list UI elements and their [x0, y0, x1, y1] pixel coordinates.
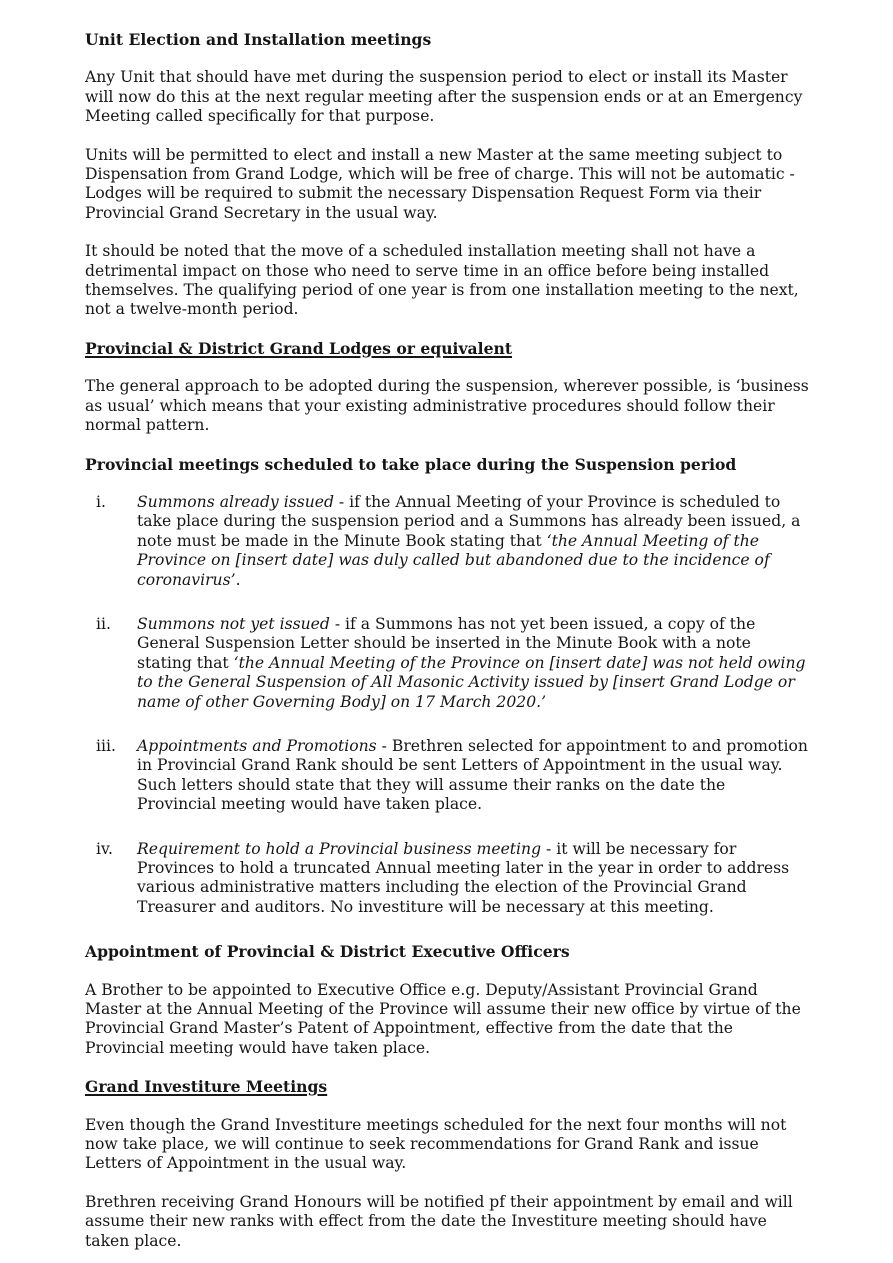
section-heading-unit-election: Unit Election and Installation meetings	[85, 30, 432, 49]
list-item-text	[137, 840, 809, 918]
run: .	[235, 570, 241, 589]
run-italic: Appointments and Promotions	[137, 736, 377, 755]
paragraph: A Brother to be appointed to Executive Office e.g. Deputy/Assistant Provincial Grand Master at the Annual Meeting of the Province will assume their new office by virtue of the Provincial Grand Master’s Patent of Appointment, effective from the date that the Provincial meeting would have taken place.	[85, 980, 801, 1057]
paragraph: Brethren receiving Grand Honours will be notified pf their appointment by email and will assume their new ranks with effect from the date the Investiture meeting should have taken place.	[85, 1192, 793, 1250]
section-heading-provincial-district	[85, 339, 809, 358]
heading-text: Provincial & District Grand Lodges or equivalent	[85, 338, 513, 358]
paragraph: Even though the Grand Investiture meetings scheduled for the next four months will not now take place, we will continue to seek recommendations for Grand Rank and issue Letters of Appointment in the usual way.	[85, 1115, 787, 1173]
list-item	[85, 737, 809, 815]
heading-text: Grand Investiture Meetings	[85, 1077, 328, 1097]
run-italic: Summons not yet issued	[137, 614, 330, 633]
run: - it will be necessary for Provinces to hold a truncated Annual meeting later in the year in order to address various administrative matters including the election of the Provincial Grand Treasurer and auditors. No investiture will be necessary at this meeting.	[137, 839, 790, 916]
list-item-text	[137, 737, 809, 815]
list-marker: i.	[96, 492, 106, 511]
run-italic: ‘the Annual Meeting of the Province on [insert date] was duly called but abandoned due to the incidence of coronavirus’	[137, 531, 770, 589]
run: - Brethren selected for appointment to and promotion in Provincial Grand Rank should be sent Letters of Appointment in the usual way. Such letters should state that they will assume their ranks on the date the Provincial meeting would have taken place.	[137, 736, 808, 814]
list-item-text	[137, 493, 809, 590]
document-content	[85, 30, 809, 1251]
section-heading-provincial-meetings: Provincial meetings scheduled to take place during the Suspension period	[85, 454, 737, 474]
run: - if a Summons has not yet been issued, a copy of the General Suspension Letter should be inserted in the Minute Book with a note stating that	[137, 614, 756, 672]
run-italic: ‘the Annual Meeting of the Province on [insert date] was not held owing to the General Suspension of All Masonic Activity issued by [insert Grand Lodge or name of other Governing Body] on 17 March 2020.’	[137, 653, 806, 711]
list-item	[85, 840, 809, 918]
list-item	[85, 493, 809, 590]
paragraph: The general approach to be adopted during the suspension, wherever possible, is ‘business as usual’ which means that your existing administrative procedures should follow their normal pattern.	[85, 377, 809, 435]
paragraph: Any Unit that should have met during the suspension period to elect or install its Master will now do this at the next regular meeting after the suspension ends or at an Emergency Meeting called specifically for that purpose.	[85, 68, 803, 126]
section-heading-grand-investiture	[85, 1077, 809, 1096]
list-item-text	[137, 615, 809, 712]
list-marker: iii.	[96, 736, 116, 755]
run-italic: Summons already issued	[137, 492, 334, 511]
paragraph: Units will be permitted to elect and install a new Master at the same meeting subject to Dispensation from Grand Lodge, which will be free of charge. This will not be automatic - Lodges will be required to submit the necessary Dispensation Request Form via their Provincial Grand Secretary in the usual way.	[85, 145, 795, 222]
run-italic: Requirement to hold a Provincial business meeting	[137, 839, 542, 858]
list-marker: iv.	[96, 839, 113, 858]
list-item	[85, 615, 809, 712]
run: - if the Annual Meeting of your Province is scheduled to take place during the suspension period and a Summons has already been issued, a note must be made in the Minute Book stating that	[137, 492, 801, 550]
paragraph: It should be noted that the move of a scheduled installation meeting shall not have a detrimental impact on those who need to serve time in an office before being installed themselves. The qualifying period of one year is from one installation meeting to the next, not a twelve-month period.	[85, 242, 799, 319]
list-marker: ii.	[96, 614, 111, 633]
section-heading-executive-officers: Appointment of Provincial & District Executive Officers	[85, 942, 570, 962]
